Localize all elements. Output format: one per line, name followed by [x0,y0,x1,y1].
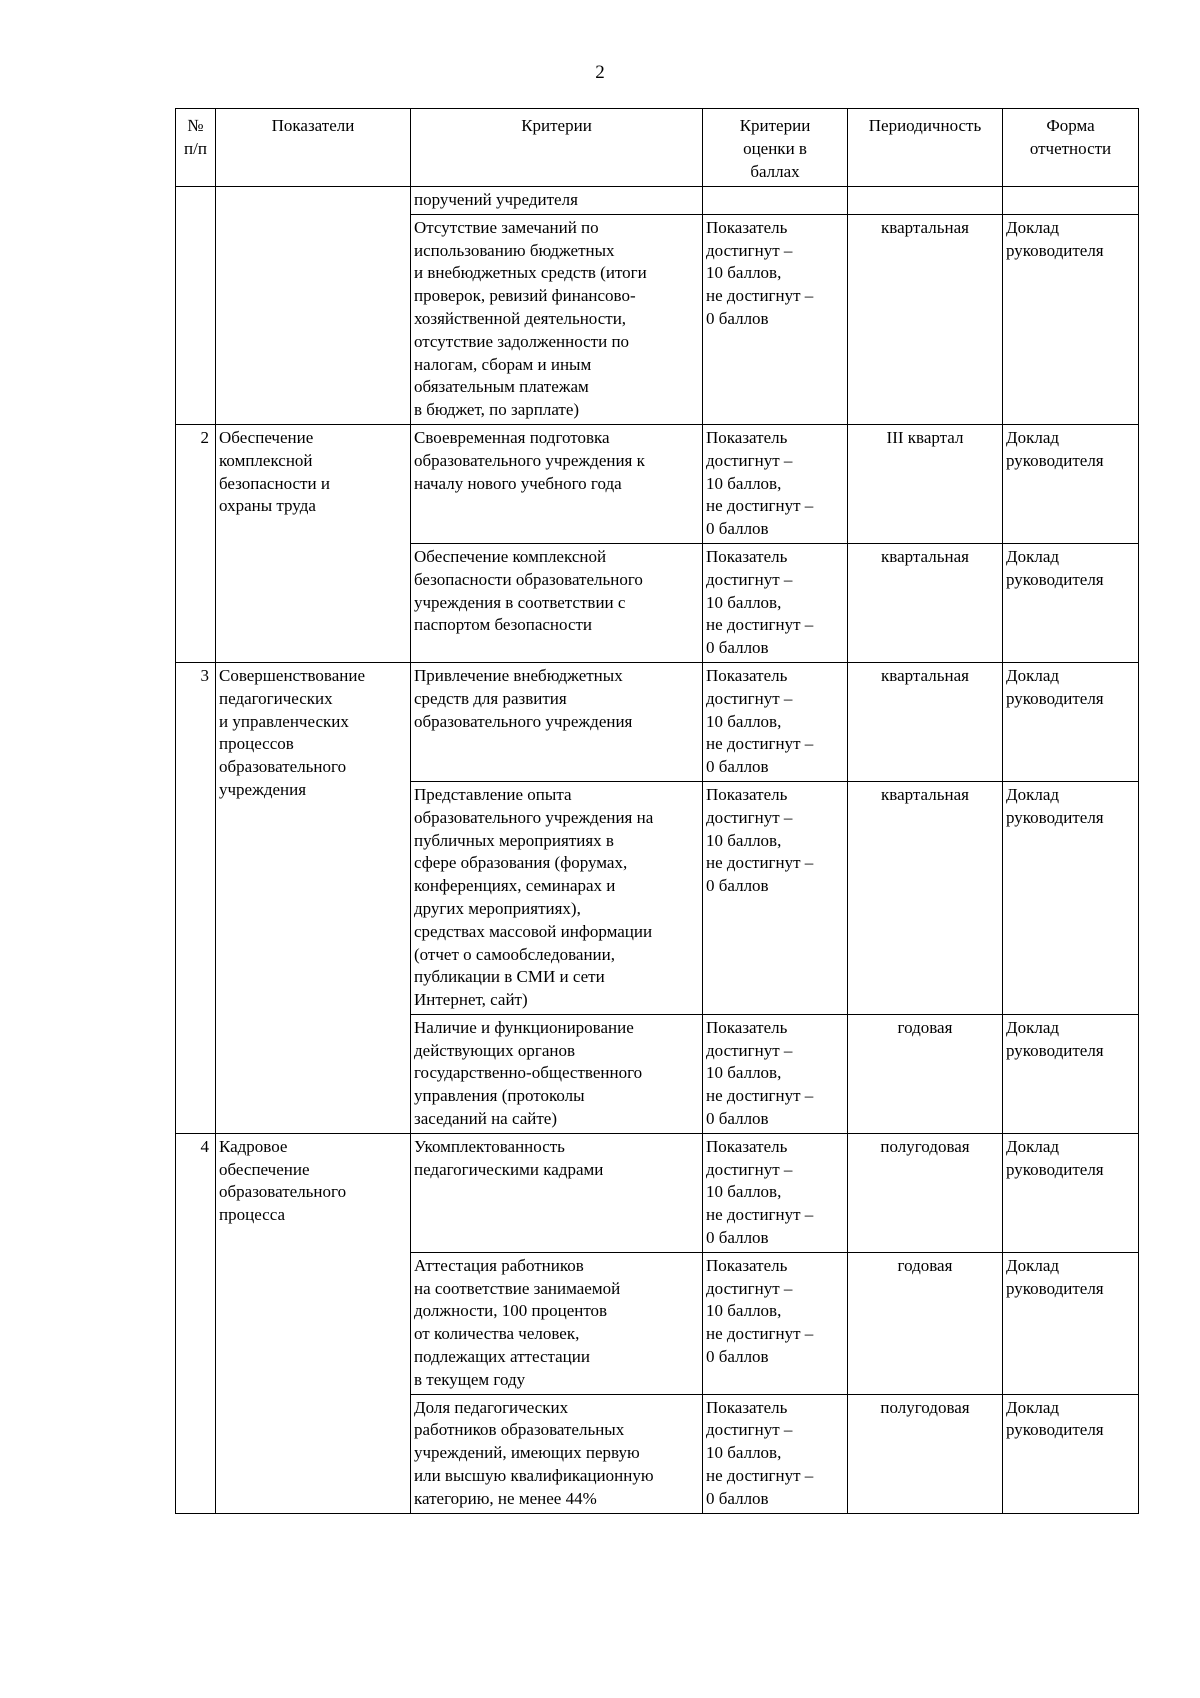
row-criterion: Своевременная подготовка образовательного учреждения к началу нового учебного года [411,424,703,543]
row-form: Доклад руководителя [1003,1014,1139,1133]
row-score: Показатель достигнут – 10 баллов, не достигнут – 0 баллов [703,1252,848,1394]
row-form: Доклад руководителя [1003,1252,1139,1394]
row-criterion: Доля педагогических работников образовательных учреждений, имеющих первую или высшую квалификационную категорию, не менее 44% [411,1394,703,1513]
row-score: Показатель достигнут – 10 баллов, не достигнут – 0 баллов [703,662,848,781]
row-criterion: Укомплектованность педагогическими кадрами [411,1133,703,1252]
row-indicator-cell [216,187,411,425]
header-score: Критерии оценки в баллах [703,109,848,187]
row-indicator: Кадровое обеспечение образовательного процесса [216,1133,411,1513]
row-score: Показатель достигнут – 10 баллов, не достигнут – 0 баллов [703,781,848,1014]
row-criterion: Привлечение внебюджетных средств для развития образовательного учреждения [411,662,703,781]
row-indicator: Совершенствование педагогических и управленческих процессов образовательного учреждения [216,662,411,1133]
row-period [848,187,1003,215]
row-num: 4 [176,1133,216,1513]
row-period: годовая [848,1252,1003,1394]
row-criterion: Отсутствие замечаний по использованию бюджетных и внебюджетных средств (итоги проверок, ревизий финансово- хозяйственной деятельности, отсутствие задолженности по налогам, сборам и иным обязательным платежам в бюджет, по зарплате) [411,214,703,424]
row-score: Показатель достигнут – 10 баллов, не достигнут – 0 баллов [703,1014,848,1133]
header-criteria: Критерии [411,109,703,187]
table-row [176,1133,1139,1252]
row-form: Доклад руководителя [1003,1133,1139,1252]
row-period: годовая [848,1014,1003,1133]
row-criterion: Представление опыта образовательного учреждения на публичных мероприятиях в сфере образования (форумах, конференциях, семинарах и других мероприятиях), средствах массовой информации (отчет о самообследовании, публикации в СМИ и сети Интернет, сайт) [411,781,703,1014]
row-form: Доклад руководителя [1003,662,1139,781]
table-row [176,662,1139,781]
table-row [176,187,1139,215]
row-score: Показатель достигнут – 10 баллов, не достигнут – 0 баллов [703,214,848,424]
row-form: Доклад руководителя [1003,1394,1139,1513]
page-number: 2 [595,62,605,83]
row-indicator: Обеспечение комплексной безопасности и охраны труда [216,424,411,662]
row-period: полугодовая [848,1394,1003,1513]
row-period: квартальная [848,543,1003,662]
row-form [1003,187,1139,215]
table-header-row [176,109,1139,187]
row-form: Доклад руководителя [1003,543,1139,662]
row-period: полугодовая [848,1133,1003,1252]
row-form: Доклад руководителя [1003,214,1139,424]
header-num: № п/п [176,109,216,187]
row-num: 2 [176,424,216,662]
row-score: Показатель достигнут – 10 баллов, не достигнут – 0 баллов [703,424,848,543]
row-period: III квартал [848,424,1003,543]
row-num-cell [176,187,216,425]
row-form: Доклад руководителя [1003,424,1139,543]
row-criterion: поручений учредителя [411,187,703,215]
row-criterion: Наличие и функционирование действующих органов государственно-общественного управления (протоколы заседаний на сайте) [411,1014,703,1133]
row-score [703,187,848,215]
row-period: квартальная [848,781,1003,1014]
row-num: 3 [176,662,216,1133]
row-score: Показатель достигнут – 10 баллов, не достигнут – 0 баллов [703,1133,848,1252]
header-indicators: Показатели [216,109,411,187]
row-form: Доклад руководителя [1003,781,1139,1014]
header-period: Периодичность [848,109,1003,187]
row-criterion: Аттестация работников на соответствие занимаемой должности, 100 процентов от количества человек, подлежащих аттестации в текущем году [411,1252,703,1394]
row-criterion: Обеспечение комплексной безопасности образовательного учреждения в соответствии с паспортом безопасности [411,543,703,662]
row-score: Показатель достигнут – 10 баллов, не достигнут – 0 баллов [703,543,848,662]
header-form: Форма отчетности [1003,109,1139,187]
row-period: квартальная [848,214,1003,424]
table-row [176,424,1139,543]
row-score: Показатель достигнут – 10 баллов, не достигнут – 0 баллов [703,1394,848,1513]
criteria-table [175,108,1139,1514]
row-period: квартальная [848,662,1003,781]
